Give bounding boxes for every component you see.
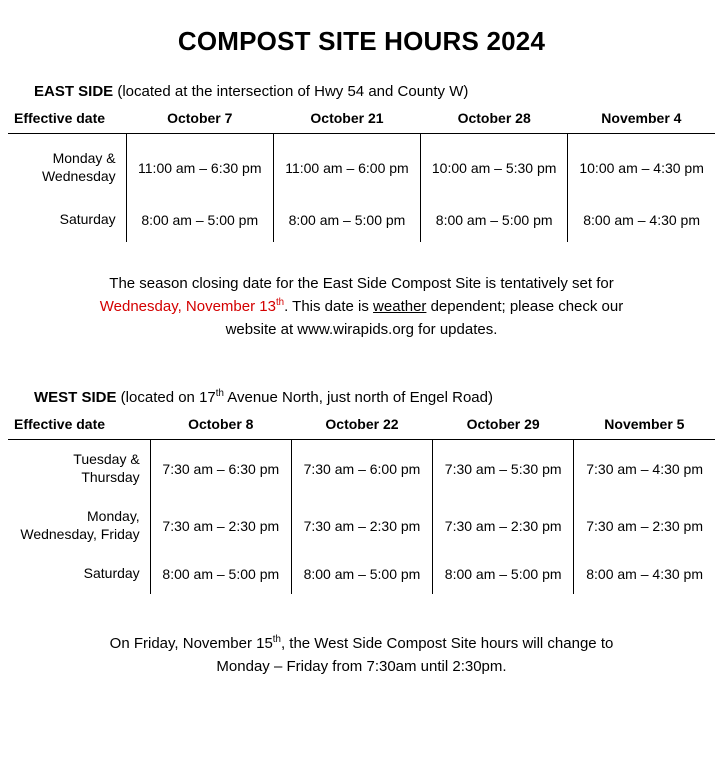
- row-label-tuesday-thursday: Tuesday & Thursday: [73, 451, 140, 485]
- cell-west-r2-c3: 8:00 am – 4:30 pm: [574, 554, 715, 594]
- column-header-date-3: October 28: [421, 108, 568, 134]
- table-header-row: [8, 414, 715, 440]
- page-title: COMPOST SITE HOURS 2024: [177, 26, 546, 56]
- east-side-closing-note: [42, 272, 682, 342]
- east-note-weather-word: weather: [373, 297, 427, 315]
- cell-west-r0-c2: 7:30 am – 5:30 pm: [433, 440, 574, 498]
- east-side-location: (located at the intersection of Hwy 54 and County W): [113, 83, 469, 100]
- row-label-saturday: Saturday: [83, 565, 140, 582]
- east-note-after-date: . This date is: [284, 297, 374, 315]
- cell-east-r0-c1: 11:00 am – 6:00 pm: [273, 134, 420, 199]
- column-header-date-2: October 22: [291, 414, 432, 440]
- west-side-location-pre: (located on 17: [116, 389, 216, 407]
- east-note-line-3: website at www.wirapids.org for updates.: [225, 321, 498, 338]
- column-header-date-4: November 5: [574, 414, 715, 440]
- cell-east-r1-c1: 8:00 am – 5:00 pm: [273, 198, 420, 242]
- west-side-location-post: Avenue North, just north of Engel Road): [223, 389, 493, 407]
- cell-east-r0-c0: 11:00 am – 6:30 pm: [126, 134, 273, 199]
- cell-west-r0-c3: 7:30 am – 4:30 pm: [574, 440, 715, 498]
- west-note-ordinal: th: [272, 633, 281, 645]
- table-row: [8, 440, 715, 498]
- east-note-closing-date-suffix: th: [275, 296, 285, 308]
- column-header-date-2: October 21: [273, 108, 420, 134]
- cell-west-r2-c2: 8:00 am – 5:00 pm: [433, 554, 574, 594]
- east-side-hours-table: [8, 108, 715, 242]
- cell-west-r1-c3: 7:30 am – 2:30 pm: [574, 497, 715, 554]
- cell-west-r1-c1: 7:30 am – 2:30 pm: [291, 497, 432, 554]
- cell-east-r1-c3: 8:00 am – 4:30 pm: [568, 198, 715, 242]
- row-label-monday-wednesday-friday: Monday, Wednesday, Friday: [20, 508, 140, 542]
- west-side-hours-table: [8, 414, 715, 594]
- west-side-location-ordinal: th: [215, 388, 224, 400]
- row-label-saturday: Saturday: [59, 211, 116, 227]
- cell-east-r1-c0: 8:00 am – 5:00 pm: [126, 198, 273, 242]
- west-note-post: , the West Side Compost Site hours will change to: [280, 634, 614, 652]
- column-header-date-1: October 8: [150, 414, 291, 440]
- east-note-after-weather: dependent; please check our: [426, 297, 624, 315]
- row-label-monday-wednesday: Monday & Wednesday: [41, 150, 116, 184]
- cell-west-r0-c0: 7:30 am – 6:30 pm: [150, 440, 291, 498]
- west-side-block: [8, 389, 715, 678]
- column-header-date-3: October 29: [433, 414, 574, 440]
- cell-west-r2-c0: 8:00 am – 5:00 pm: [150, 554, 291, 594]
- table-header-row: [8, 108, 715, 134]
- column-header-effective-date: Effective date: [8, 108, 126, 134]
- west-side-heading: [34, 389, 715, 406]
- cell-east-r0-c3: 10:00 am – 4:30 pm: [568, 134, 715, 199]
- column-header-date-4: November 4: [568, 108, 715, 134]
- west-note-pre: On Friday, November 15: [109, 634, 273, 652]
- column-header-date-1: October 7: [126, 108, 273, 134]
- east-note-line-1: The season closing date for the East Side Compost Site is tentatively set for: [109, 274, 614, 292]
- compost-hours-document: [0, 26, 723, 766]
- table-row: [8, 554, 715, 594]
- cell-west-r1-c0: 7:30 am – 2:30 pm: [150, 497, 291, 554]
- table-row: [8, 497, 715, 554]
- cell-west-r2-c1: 8:00 am – 5:00 pm: [291, 554, 432, 594]
- cell-west-r0-c1: 7:30 am – 6:00 pm: [291, 440, 432, 498]
- cell-east-r0-c2: 10:00 am – 5:30 pm: [421, 134, 568, 199]
- east-note-closing-date: Wednesday, November 13: [99, 297, 276, 315]
- cell-east-r1-c2: 8:00 am – 5:00 pm: [421, 198, 568, 242]
- west-side-label: WEST SIDE: [34, 389, 117, 407]
- east-side-heading: [34, 83, 715, 100]
- column-header-effective-date: Effective date: [8, 414, 150, 440]
- cell-west-r1-c2: 7:30 am – 2:30 pm: [433, 497, 574, 554]
- west-note-line-2: Monday – Friday from 7:30am until 2:30pm.: [216, 658, 507, 675]
- table-row: [8, 198, 715, 242]
- west-side-change-note: [42, 632, 682, 679]
- table-row: [8, 134, 715, 199]
- east-side-label: EAST SIDE: [34, 83, 114, 100]
